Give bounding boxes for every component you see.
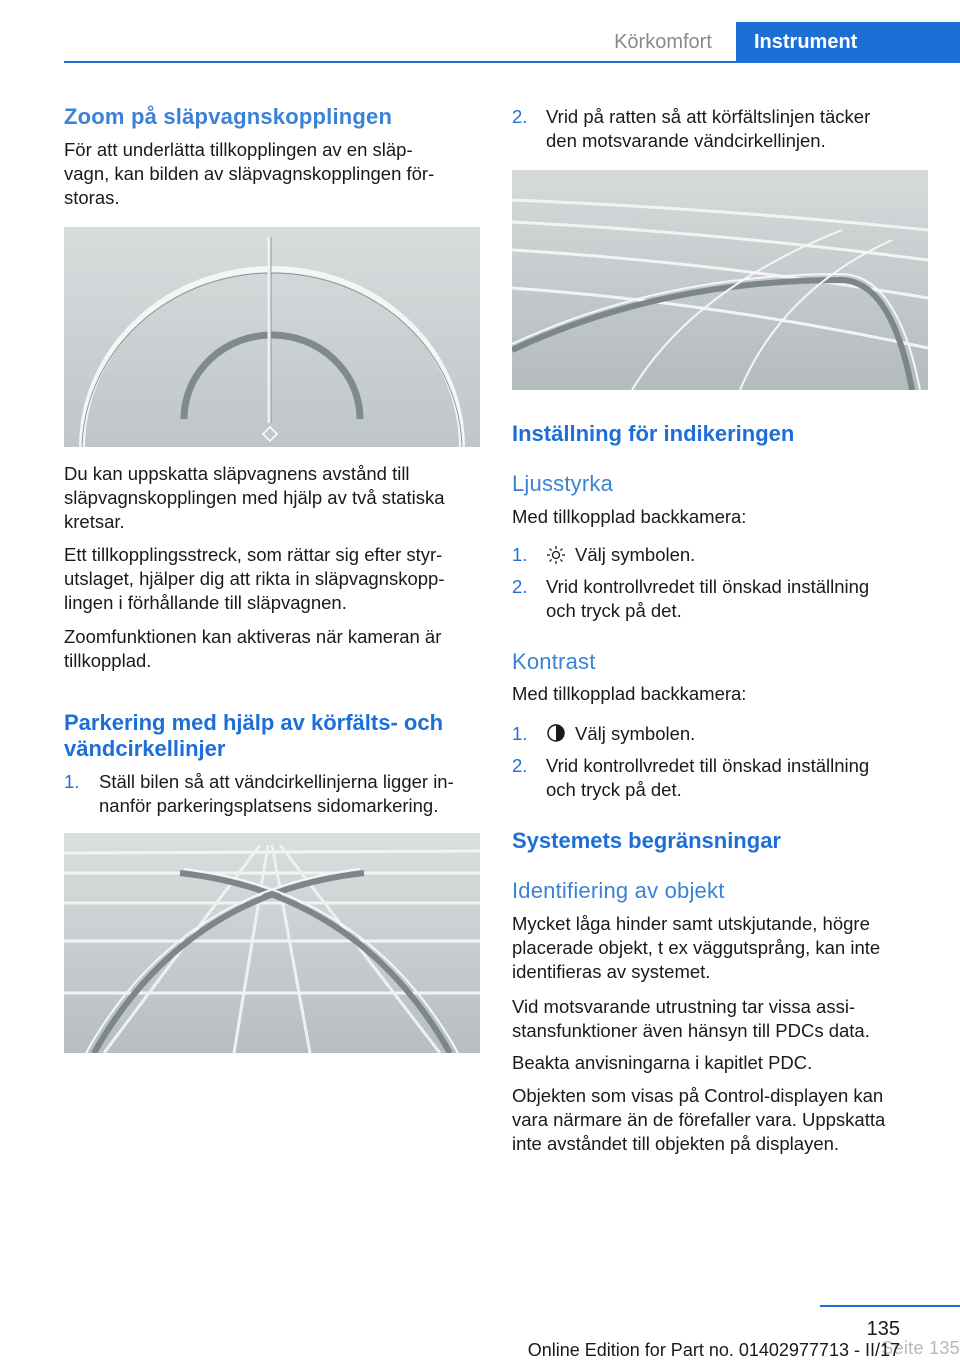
figure-parking-lines (64, 833, 480, 1053)
text-line: storas. (64, 187, 120, 208)
figure-steering-lines (512, 170, 928, 390)
step-text: Välj symbolen. (575, 723, 696, 744)
text-line: vändcirkellinjer (64, 736, 226, 761)
text-line: den motsvarande vändcirkellinjen. (546, 130, 826, 151)
watermark: Seite 135 (881, 1338, 960, 1358)
paragraph-coupling-line (64, 543, 445, 615)
tab-korkomfort[interactable]: Körkomfort (614, 30, 712, 53)
paragraph-identification (512, 912, 880, 984)
step-number: 2. (512, 106, 528, 127)
figure-hitch-zoom (64, 227, 480, 447)
tab-instrument[interactable]: Instrument (736, 22, 960, 62)
text-line: kretsar. (64, 511, 125, 532)
footer-edition: Online Edition for Part no. 01402977713 - II/17 (527, 1340, 900, 1360)
text-line: nanför parkeringsplatsens sidomarkering. (99, 795, 439, 816)
page-number: 135 (866, 1318, 900, 1340)
paragraph-camera-on: Med tillkopplad backkamera: (512, 506, 747, 527)
step-number: 2. (512, 755, 528, 776)
text-line: utslaget, hjälper dig att rikta in släpvagnskopp- (64, 568, 445, 589)
step-text (546, 105, 870, 153)
text-line: vara närmare än de förefaller vara. Uppskatta (512, 1109, 886, 1130)
text-line: lingen i förhållande till släpvagnen. (64, 592, 347, 613)
text-line: identifieras av systemet. (512, 961, 711, 982)
heading-contrast: Kontrast (512, 649, 596, 674)
text-line: Ett tillkopplingsstreck, som rättar sig efter styr- (64, 544, 443, 565)
text-line: Mycket låga hinder samt utskjutande, högre (512, 913, 870, 934)
paragraph-assist (512, 995, 870, 1043)
footer-rule (820, 1305, 960, 1307)
text-line: stansfunktioner även hänsyn till PDCs data. (512, 1020, 870, 1041)
step-number: 2. (512, 576, 528, 597)
step-number: 1. (512, 544, 528, 565)
text-line: Zoomfunktionen kan aktiveras när kameran är (64, 626, 442, 647)
paragraph-camera-on: Med tillkopplad backkamera: (512, 683, 747, 704)
step-text (99, 770, 454, 818)
text-line: Du kan uppskatta släpvagnens avstånd till (64, 463, 410, 484)
heading-limits: Systemets begränsningar (512, 828, 781, 853)
text-line: placerade objekt, t ex väggutsprång, kan inte (512, 937, 881, 958)
contrast-icon (546, 723, 566, 743)
step-text: Välj symbolen. (575, 544, 696, 565)
heading-zoom: Zoom på släpvagnskopplingen (64, 104, 393, 129)
step-text (546, 575, 869, 623)
text-line: inte avståndet till objekten på displayen. (512, 1133, 840, 1154)
step-number: 1. (64, 771, 80, 792)
heading-identification: Identifiering av objekt (512, 878, 725, 903)
paragraph-pdc: Beakta anvisningarna i kapitlet PDC. (512, 1052, 813, 1073)
text-line: vagn, kan bilden av släpvagnskopplingen för- (64, 163, 435, 184)
text-line: och tryck på det. (546, 779, 682, 800)
text-line: Vrid kontrollvredet till önskad inställning (546, 755, 870, 776)
paragraph-zoom (64, 138, 434, 210)
header-rule (64, 61, 960, 63)
heading-parking (64, 710, 443, 762)
paragraph-zoom-function (64, 625, 441, 673)
text-line: släpvagnskopplingen med hjälp av två statiska (64, 487, 445, 508)
text-line: Vid motsvarande utrustning tar vissa assi- (512, 996, 856, 1017)
heading-settings: Inställning för indikeringen (512, 421, 795, 446)
heading-brightness: Ljusstyrka (512, 471, 614, 496)
text-line: Ställ bilen så att vändcirkellinjerna ligger in- (99, 771, 454, 792)
text-line: Vrid på ratten så att körfältslinjen täcker (546, 106, 871, 127)
step-text (546, 754, 869, 802)
text-line: För att underlätta tillkopplingen av en släp- (64, 139, 413, 160)
paragraph-objects (512, 1084, 885, 1156)
step-number: 1. (512, 723, 528, 744)
text-line: tillkopplad. (64, 650, 152, 671)
paragraph-estimate (64, 462, 445, 534)
text-line: Parkering med hjälp av körfälts- och (64, 710, 444, 735)
text-line: Vrid kontrollvredet till önskad inställning (546, 576, 870, 597)
sun-icon (546, 545, 566, 565)
text-line: Objekten som visas på Control-displayen kan (512, 1085, 884, 1106)
text-line: och tryck på det. (546, 600, 682, 621)
